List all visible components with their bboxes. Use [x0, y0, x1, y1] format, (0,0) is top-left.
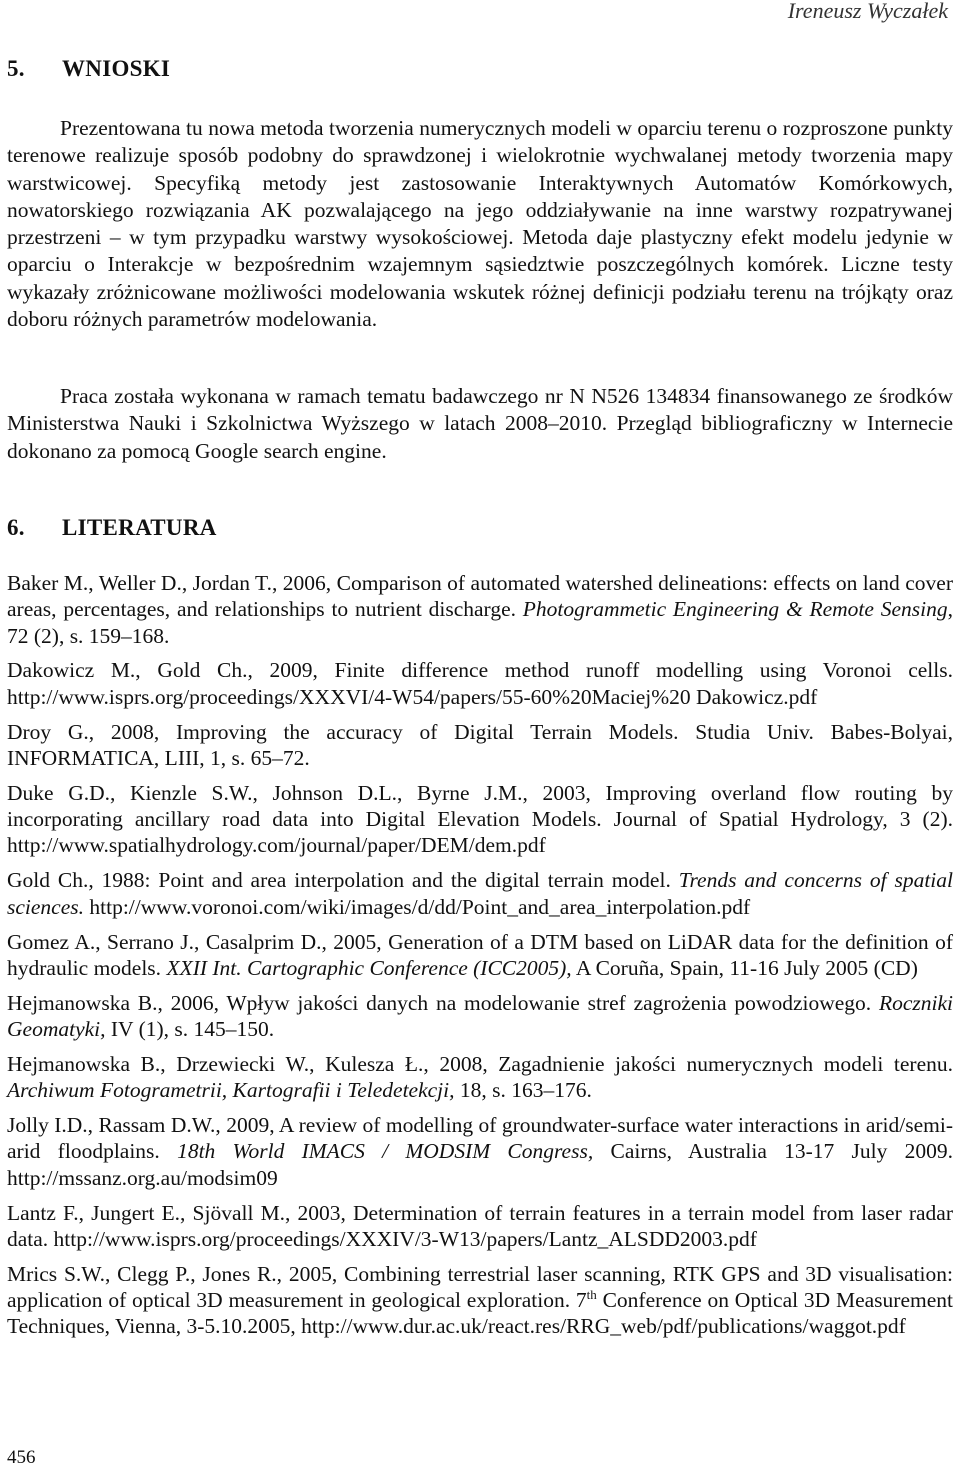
section-number: 5. — [7, 56, 25, 81]
reference-item: Hejmanowska B., Drzewiecki W., Kulesza Ł., 2008, Zagadnienie jakości numerycznych modeli terenu. Archiwum Fotogrametrii, Kartografii i Teledetekcji, 18, s. 163–176. — [7, 1051, 953, 1103]
section-title: LITERATURA — [62, 515, 217, 540]
reference-item: Mrics S.W., Clegg P., Jones R., 2005, Combining terrestrial laser scanning, RTK GPS and 3D visualisation: application of optical 3D measurement in geological exploration. 7th Conference on Optical 3D Measurement Techniques, Vienna, 3-5.10.2005, http://www.dur.ac.uk/react.res/RRG_web/pdf/publications/waggot.pdf — [7, 1261, 953, 1339]
reference-item: Baker M., Weller D., Jordan T., 2006, Comparison of automated watershed delineations: effects on land cover areas, percentages, and relationships to nutrient discharge. Photogrammetic Engineering & Remote Sensing, 72 (2), s. 159–168. — [7, 571, 954, 648]
funding-paragraph: Praca została wykonana w ramach tematu badawczego nr N N526 134834 finansowanego ze środków Ministerstwa Nauki i Szkolnictwa Wyższego w latach 2008–2010. Przegląd bibliograficzny w Internecie dokonano za pomocą Google search engine. — [7, 384, 953, 463]
reference-item: Gomez A., Serrano J., Casalprim D., 2005, Generation of a DTM based on LiDAR data for the definition of hydraulic models. XXII Int. Cartographic Conference (ICC2005), A Coruña, Spain, 11-16 July 2005 (CD) — [7, 929, 953, 980]
reference-list — [7, 570, 953, 1348]
section-number: 6. — [7, 515, 25, 540]
reference-item: Dakowicz M., Gold Ch., 2009, Finite difference method runoff modelling using Voronoi cells. http://www.isprs.org/proceedings/XXXVI/4-W54/papers/55-60%20Maciej%20 Dakowicz.pdf — [7, 658, 953, 709]
running-header-author: Ireneusz Wyczałek — [787, 0, 948, 23]
document-page — [7, 0, 953, 1470]
reference-item: Lantz F., Jungert E., Sjövall M., 2003, Determination of terrain features in a terrain model from laser radar data. http://www.isprs.org/proceedings/XXXIV/3-W13/papers/Lantz_ALSDD2003.pdf — [7, 1200, 953, 1251]
reference-item: Duke G.D., Kienzle S.W., Johnson D.L., Byrne J.M., 2003, Improving overland flow routing by incorporating ancillary road data into Digital Elevation Models. Journal of Spatial Hydrology, 3 (2). http://www.spatialhydrology.com/journal/paper/DEM/dem.pdf — [7, 780, 953, 858]
page-number: 456 — [7, 1447, 36, 1468]
conclusions-paragraph: Prezentowana tu nowa metoda tworzenia numerycznych modeli w oparciu terenu o rozproszone punkty terenowe realizuje sposób podobny do sprawdzonej i wielokrotnie wychwalanej metody tworzenia mapy warstwicowej. Specyfiką metody jest zastosowanie Interaktywnych Automatów Komórkowych, nowatorskiego rozwiązania AK pozwalającego na jego oddziaływanie na inne warstwy rozpatrywanej przestrzeni – w tym przypadku warstwy wysokościowej. Metoda daje plastyczny efekt modelu jedynie w oparciu o Interakcje w bezpośrednim wzajemnym sąsiedztwie poszczególnych komórek. Liczne testy wykazały zróżnicowane możliwości modelowania wskutek różnej definicji podziału terenu na trójkąty oraz doboru różnych parametrów modelowania. — [7, 116, 953, 332]
section-heading-literature — [7, 515, 217, 541]
reference-item: Gold Ch., 1988: Point and area interpolation and the digital terrain model. Trends and concerns of spatial sciences. http://www.voronoi.com/wiki/images/d/dd/Point_and_area_interpolation.pdf — [7, 868, 953, 919]
reference-item: Droy G., 2008, Improving the accuracy of Digital Terrain Models. Studia Univ. Babes-Bolyai, INFORMATICA, LIII, 1, s. 65–72. — [7, 719, 953, 770]
reference-item: Hejmanowska B., 2006, Wpływ jakości danych na modelowanie stref zagrożenia powodziowego. Roczniki Geomatyki, IV (1), s. 145–150. — [7, 990, 953, 1042]
reference-item: Jolly I.D., Rassam D.W., 2009, A review of modelling of groundwater-surface water interactions in arid/semi-arid floodplains. 18th World IMACS / MODSIM Congress, Cairns, Australia 13-17 July 2009. http://mssanz.org.au/modsim09 — [7, 1113, 954, 1190]
section-heading-conclusions — [7, 56, 170, 82]
section-title: WNIOSKI — [62, 56, 171, 81]
